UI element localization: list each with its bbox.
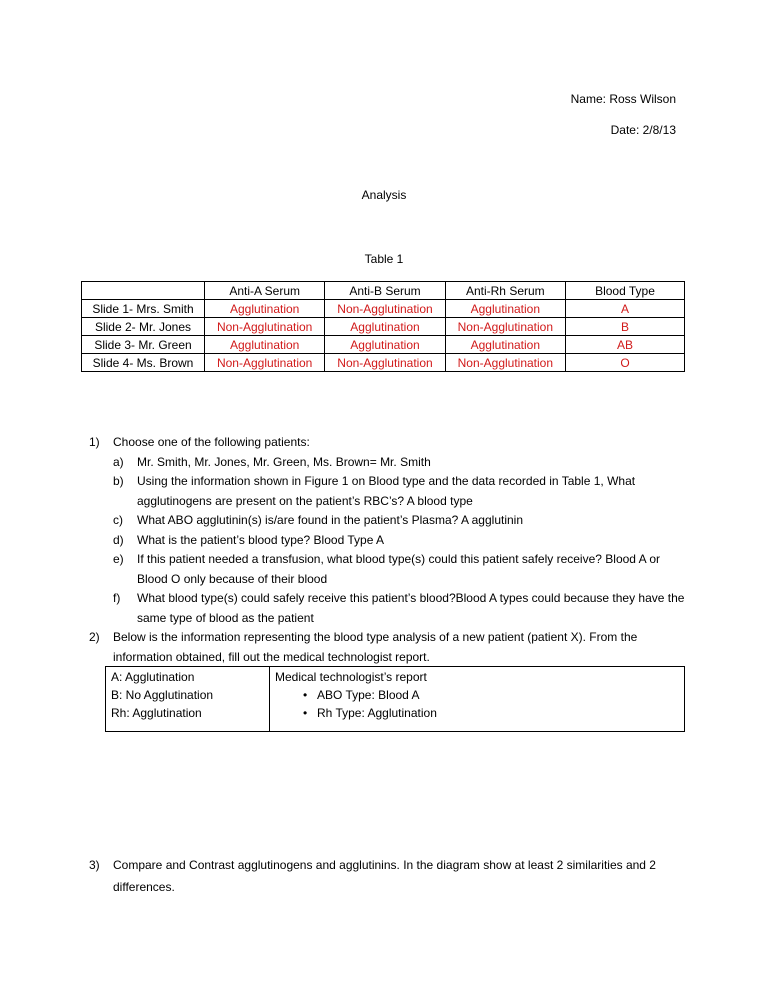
table1-caption: Table 1 [364, 252, 404, 266]
sub-text: If this patient needed a transfusion, what blood type(s) could this patient safely receive? Blood A or Blood O only because of their blood [137, 552, 660, 586]
page-title: Analysis [361, 188, 407, 202]
question-1 [89, 433, 689, 453]
table-header-row [82, 282, 685, 300]
table-cell: Agglutination [325, 336, 445, 354]
sub-question-e [113, 550, 689, 589]
report-bullet-abo [295, 686, 679, 704]
table-cell: B [566, 318, 685, 336]
sub-text: What is the patient’s blood type? Blood Type A [137, 532, 385, 547]
sub-question-f [113, 589, 689, 628]
question-number: 2) [89, 630, 100, 644]
question-2 [89, 628, 689, 667]
bullet-text: Rh Type: Agglutination [317, 706, 437, 720]
table-cell: A [566, 300, 685, 318]
question-3-body [89, 854, 689, 898]
question-text: Choose one of the following patients: [113, 435, 310, 449]
row-label: Slide 2- Mr. Jones [82, 318, 205, 336]
sub-letter: a) [113, 454, 124, 469]
sub-letter: b) [113, 474, 124, 488]
question-number: 3) [89, 858, 100, 872]
header-cell: Blood Type [566, 282, 685, 300]
row-label: Slide 3- Mr. Green [82, 336, 205, 354]
table-row [82, 300, 685, 318]
table-cell: Non-Agglutination [205, 318, 325, 336]
technologist-report-table [105, 666, 685, 732]
report-cell [270, 667, 685, 732]
bullet-icon: • [303, 688, 308, 702]
question-1-subitems [89, 453, 689, 629]
sub-letter: c) [113, 513, 123, 527]
result-b: B: No Agglutination [111, 688, 214, 702]
question-3 [89, 854, 689, 898]
table-cell: Non-Agglutination [325, 354, 445, 372]
table-cell: Non-Agglutination [445, 354, 565, 372]
sub-text: What blood type(s) could safely receive this patient’s blood?Blood A types could because they have the same type of blood as the patient [137, 591, 685, 625]
sub-question-c [113, 511, 689, 531]
sub-text: Using the information shown in Figure 1 on Blood type and the data recorded in Table 1, What agglutinogens are present on the patient’s RBC’s? A blood type [137, 474, 636, 508]
table-cell: Agglutination [205, 336, 325, 354]
table-cell: Agglutination [325, 318, 445, 336]
question-text: Below is the information representing the blood type analysis of a new patient (patient X). From the information obtained, fill out the medical technologist report. [113, 630, 638, 664]
report-title: Medical technologist’s report [275, 670, 427, 684]
table-cell: Non-Agglutination [445, 318, 565, 336]
header-cell [82, 282, 205, 300]
sub-letter: e) [113, 552, 124, 566]
blood-type-table [81, 281, 685, 372]
sub-text: What ABO agglutinin(s) is/are found in the patient’s Plasma? A agglutinin [137, 513, 524, 527]
table-cell: Non-Agglutination [205, 354, 325, 372]
bullet-text: ABO Type: Blood A [317, 688, 420, 702]
row-label: Slide 1- Mrs. Smith [82, 300, 205, 318]
table-row [82, 354, 685, 372]
header-cell: Anti-A Serum [205, 282, 325, 300]
table-row [82, 318, 685, 336]
question-number: 1) [89, 435, 100, 449]
table-cell: Agglutination [445, 300, 565, 318]
header-cell: Anti-B Serum [325, 282, 445, 300]
table-cell: O [566, 354, 685, 372]
table-row [82, 336, 685, 354]
sub-text: Mr. Smith, Mr. Jones, Mr. Green, Ms. Brown= Mr. Smith [137, 454, 431, 469]
header-cell: Anti-Rh Serum [445, 282, 565, 300]
table-cell: Agglutination [205, 300, 325, 318]
sub-question-d [113, 531, 689, 551]
sub-question-a [113, 453, 689, 473]
table-cell: AB [566, 336, 685, 354]
table-cell: Non-Agglutination [325, 300, 445, 318]
result-a: A: Agglutination [111, 670, 195, 684]
table-cell: Agglutination [445, 336, 565, 354]
report-bullet-rh [295, 704, 679, 722]
sub-letter: d) [113, 532, 124, 547]
sub-letter: f) [113, 591, 121, 605]
name-line: Name: Ross Wilson [570, 92, 676, 106]
question-list [89, 433, 689, 667]
row-label: Slide 4- Ms. Brown [82, 354, 205, 372]
date-line: Date: 2/8/13 [610, 123, 676, 137]
report-row [106, 667, 685, 732]
bullet-icon: • [303, 706, 308, 720]
agglutination-results-cell [106, 667, 270, 732]
result-rh: Rh: Agglutination [111, 706, 202, 720]
question-text: Compare and Contrast agglutinogens and agglutinins. In the diagram show at least 2 similarities and 2 differences. [113, 858, 656, 894]
sub-question-b [113, 472, 689, 511]
